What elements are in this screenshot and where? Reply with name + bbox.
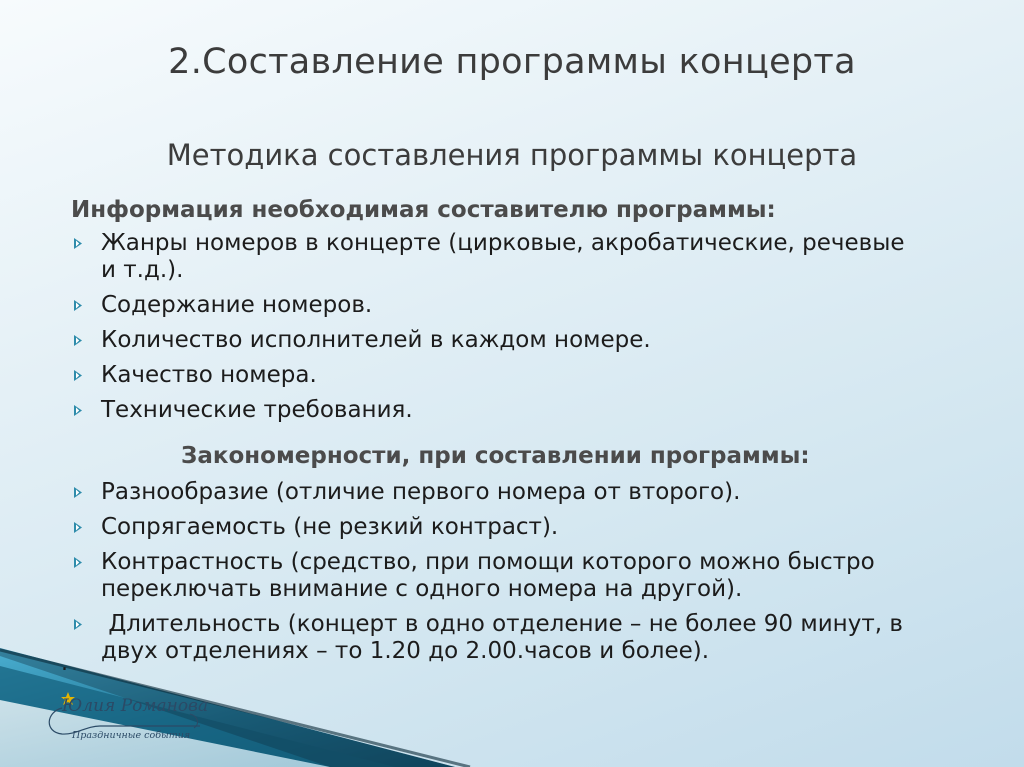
list-item (72, 230, 912, 284)
triangle-bullet-icon (74, 362, 88, 389)
list-item-text: Сопрягаемость (не резкий контраст). (101, 514, 559, 540)
list-item (72, 479, 912, 506)
list-item-text: Технические требования. (101, 397, 413, 423)
list-item-text: Содержание номеров. (101, 292, 373, 318)
list-item (72, 292, 912, 319)
info-heading: Информация необходимая составителю программы: (71, 197, 776, 223)
slide-subtitle: Методика составления программы концерта (166, 138, 858, 172)
slide-title: 2.Составление программы концерта (168, 42, 856, 82)
rules-list (72, 479, 912, 673)
list-item-text: Количество исполнителей в каждом номере. (101, 327, 651, 353)
list-item-text: Контрастность (средство, при помощи которого можно быстро переключать внимание с одного номера на другой). (101, 549, 875, 602)
triangle-bullet-icon (74, 397, 88, 424)
rules-heading: Закономерности, при составлении программы: (181, 443, 810, 469)
logo-tagline: Праздничные события (72, 730, 191, 741)
author-logo (40, 690, 210, 750)
triangle-bullet-icon (74, 549, 88, 576)
list-item (72, 514, 912, 541)
list-item-text: Длительность (концерт в одно отделение – не более 90 минут, в двух отделениях – то 1.20 до 2.00.часов и более). (101, 611, 911, 664)
list-item (72, 397, 912, 424)
triangle-bullet-icon (74, 611, 88, 638)
list-item (72, 362, 912, 389)
list-item-text: Жанры номеров в концерте (цирковые, акробатические, речевые и т.д.). (101, 230, 905, 283)
triangle-bullet-icon (74, 292, 88, 319)
list-item-text: Разнообразие (отличие первого номера от второго). (101, 479, 741, 505)
triangle-bullet-icon (74, 514, 88, 541)
list-item (72, 611, 912, 665)
info-list (72, 230, 912, 432)
triangle-bullet-icon (74, 327, 88, 354)
list-item (72, 549, 912, 603)
list-item (72, 327, 912, 354)
trailing-bullet-text: . (61, 651, 68, 676)
trailing-bullet (61, 651, 75, 679)
triangle-bullet-icon (74, 230, 88, 257)
triangle-bullet-icon (74, 479, 88, 506)
list-item-text: Качество номера. (101, 362, 317, 388)
logo-name: Юлия Романова (62, 696, 209, 716)
